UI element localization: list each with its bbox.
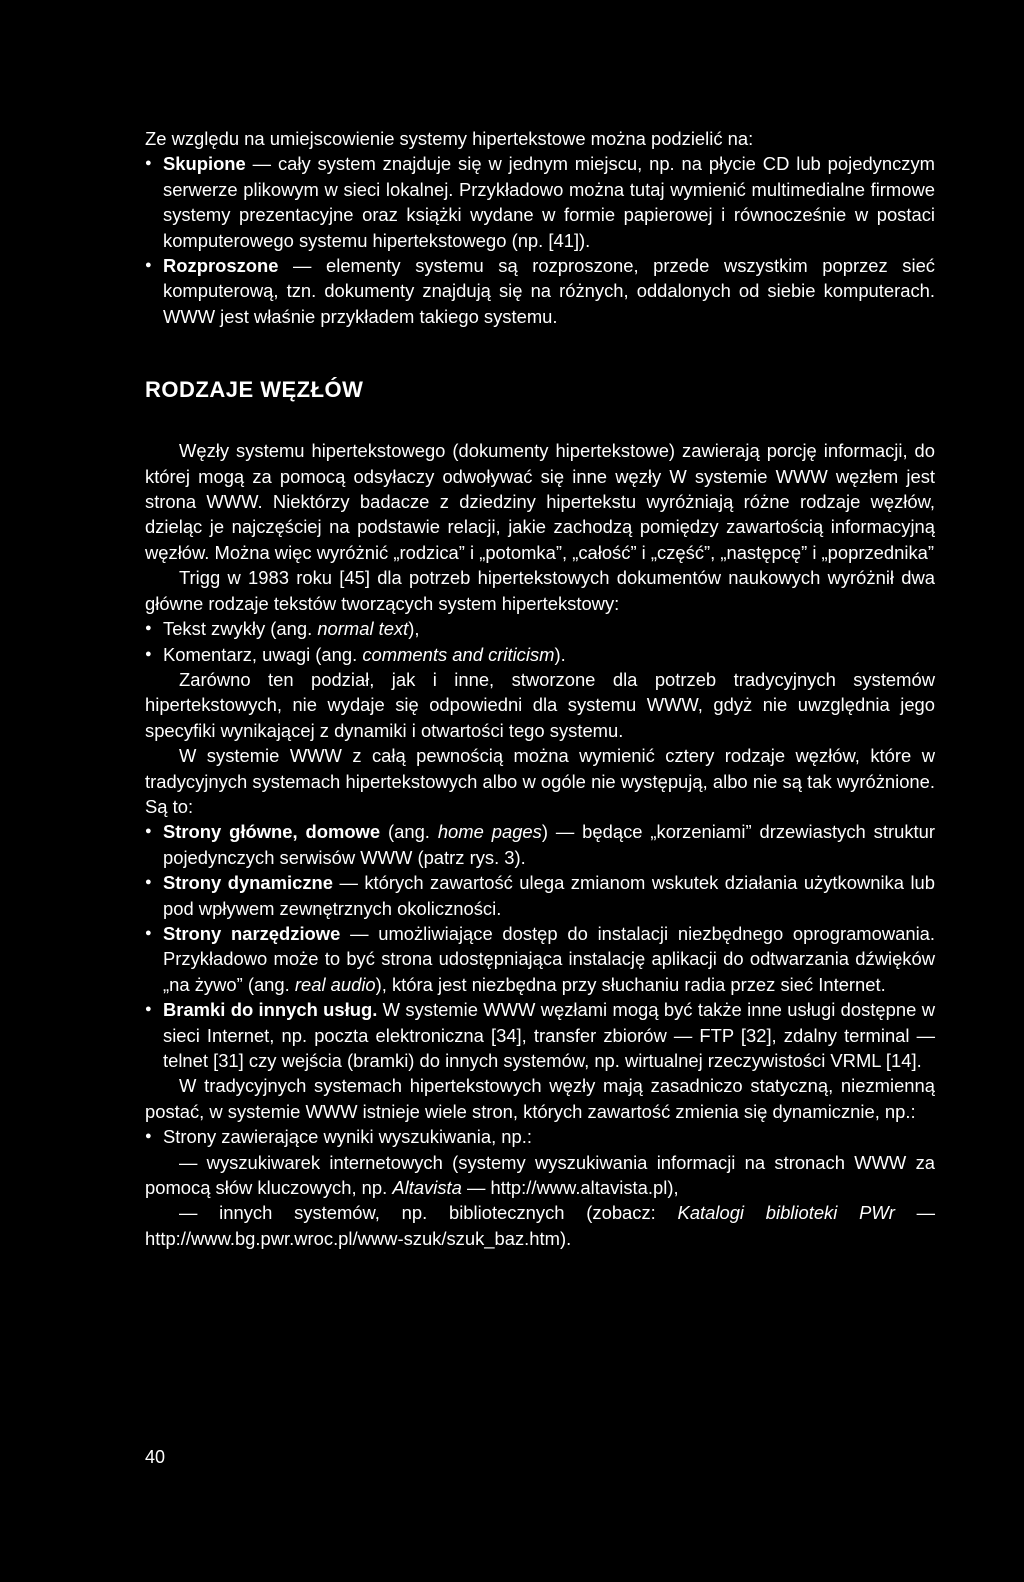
- bullet-pre: W systemie WWW węzłami mogą być także inne usługi dostępne w sieci Internet, np. poczta elektroniczna [34], transfer zbiorów — FTP [32], zdalny terminal — telnet [31] czy wejścia (bramki) do innych systemów, np. wirtualnej rzeczywistości VRML [14].: [163, 999, 935, 1071]
- dash-item-search-engines: [145, 1150, 935, 1201]
- dash-text: — wyszukiwarek internetowych (systemy wyszukiwania informacji na stronach WWW za pomocą słów kluczowych, np.: [145, 1151, 935, 1199]
- bullet-skupione: [145, 151, 935, 253]
- paragraph-www-nodes: W systemie WWW z całą pewnością można wymienić cztery rodzaje węzłów, które w tradycyjnych systemach hipertekstowych albo w ogóle nie występują, albo nie są tak wyróżnione. Są to:: [145, 745, 935, 817]
- bullet-pre: — których zawartość ulega zmianom wskutek działania użytkownika lub pod wpływem zewnętrznych okoliczności.: [163, 872, 935, 919]
- bullet-tool-pages: [145, 921, 935, 997]
- intro-paragraph: Ze względu na umiejscowienie systemy hipertekstowe można podzielić na:: [145, 128, 754, 149]
- bullet-home-pages: [145, 819, 935, 870]
- bullet-text: ) — będące „korzeniami” drzewiastych struktur pojedynczych serwisów WWW (patrz rys. 3).: [163, 821, 935, 868]
- dash-after: — http://www.bg.pwr.wroc.pl/www-szuk/szuk_baz.htm).: [145, 1202, 935, 1249]
- dash-text: — innych systemów, np. bibliotecznych (zobacz:: [179, 1202, 678, 1224]
- bullet-after: ),: [408, 618, 420, 640]
- bullet-gateways: [145, 997, 935, 1073]
- bullet-text: — cały system znajduje się w jednym miejscu, np. na płycie CD lub pojedynczym serwerze plikowym w sieci lokalnej. Przykładowo można tutaj wymienić multimedialne firmowe systemy prezentacyjne oraz książki wydane w formie papierowej i równocześnie w postaci komputerowego systemu hipertekstowego (np. [41]).: [163, 153, 935, 251]
- bullet-dynamic-pages: [145, 870, 935, 921]
- bullet-italic: comments and criticism: [362, 643, 555, 665]
- bullet-text: ), która jest niezbędna przy słuchaniu radia przez sieć Internet.: [375, 973, 886, 995]
- document-page: [145, 126, 935, 1251]
- bullet-search-results: ● Strony zawierające wyniki wyszukiwania, np.:: [145, 1124, 935, 1149]
- bullet-comments: [145, 642, 935, 667]
- paragraph-division: Zarówno ten podział, jak i inne, stworzone dla potrzeb tradycyjnych systemów hipertekstowych, nie wydaje się odpowiedni dla systemu WWW, gdyż nie uwzględnia jego specyfiki wynikającej z dynamiki i otwartości tego systemu.: [145, 668, 935, 741]
- bullet-term: Skupione: [163, 153, 246, 175]
- bullet-term: Strony dynamiczne: [163, 872, 333, 894]
- paragraph-static: W tradycyjnych systemach hipertekstowych węzły mają zasadniczo statyczną, niezmienną postać, w systemie WWW istnieje wiele stron, których zawartość zmienia się dynamicznie, np.:: [145, 1075, 935, 1122]
- bullet-italic: home pages: [437, 821, 542, 843]
- dash-italic: Altavista: [392, 1177, 462, 1199]
- section-heading: RODZAJE WĘZŁÓW: [145, 377, 364, 403]
- bullet-text: — elementy systemu są rozproszone, przede wszystkim poprzez sieć komputerową, tzn. dokumenty znajdują się na różnych, oddalonych od siebie komputerach. WWW jest właśnie przykładem takiego systemu.: [163, 255, 935, 327]
- bullet-italic: normal text: [317, 618, 409, 640]
- heading-wrap: [145, 376, 935, 404]
- bullet-text: Komentarz, uwagi (ang.: [163, 643, 363, 665]
- bullet-rozproszone: [145, 253, 935, 329]
- bullet-after: ).: [554, 643, 566, 665]
- dash-italic: Katalogi biblioteki PWr: [677, 1202, 895, 1224]
- bullet-text: Tekst zwykły (ang.: [163, 618, 318, 640]
- paragraph-trigg: Trigg w 1983 roku [45] dla potrzeb hipertekstowych dokumentów naukowych wyróżnił dwa główne rodzaje tekstów tworzących system hipertekstowy:: [145, 567, 935, 614]
- bullet-term: Strony główne, domowe: [163, 821, 381, 843]
- bullet-pre: (ang.: [380, 821, 438, 843]
- bullet-italic: real audio: [294, 973, 376, 995]
- dash-after: — http://www.altavista.pl),: [461, 1177, 679, 1199]
- bullet-normal-text: [145, 616, 935, 641]
- bullet-term: Strony narzędziowe: [163, 922, 341, 944]
- page-number: 40: [145, 1447, 166, 1467]
- paragraph-nodes: Węzły systemu hipertekstowego (dokumenty hipertekstowe) zawierają porcję informacji, do której mogą za pomocą odsyłaczy odwoływać się inne węzły W systemie WWW węzłem jest strona WWW. Niektórzy badacze z dziedziny hipertekstu wyróżniają różne rodzaje węzłów, dzieląc je najczęściej na podstawie relacji, jakie zachodzą pomiędzy zawartością informacyjną węzłów. Można więc wyróżnić „rodzica” i „potomka”, „całość” i „część”, „następcę” i „poprzednika”: [145, 440, 935, 563]
- bullet-term: Rozproszone: [163, 255, 279, 277]
- bullet-term: Bramki do innych usług.: [163, 999, 378, 1021]
- dash-item-library: [145, 1200, 935, 1251]
- bullet-pre: — umożliwiające dostęp do instalacji niezbędnego oprogramowania. Przykładowo może to być strona udostępniająca instalację aplikacji do odtwarzania dźwięków „na żywo” (ang.: [163, 922, 936, 995]
